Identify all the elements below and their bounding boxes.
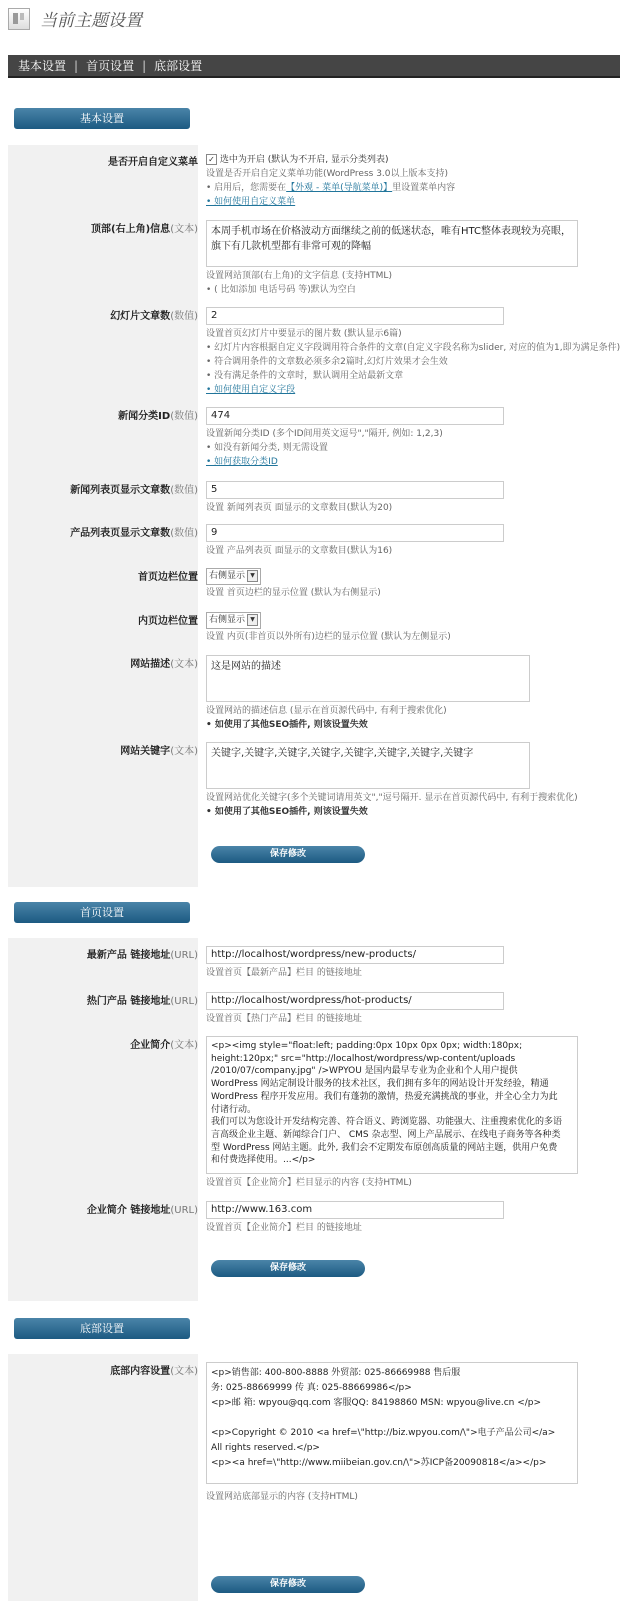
top-info-label [8,220,198,235]
save-footer-button[interactable]: 保存修改 [211,1576,365,1593]
site-keywords-hint: 设置网站优化关键字(多个关键词请用英文","逗号隔开. 显示在首页源代码中, 有利于搜索优化) [206,793,578,803]
home-sidebar-hint: 设置 首页边栏的显示位置 (默认为右侧显示) [206,588,381,598]
save-basic-button[interactable]: 保存修改 [211,846,365,863]
slides-hint-3: • 符合调用条件的文章数必须多余2篇时,幻灯片效果才会生效 [206,357,448,367]
footer-content-label [8,1362,198,1377]
intro-line: 型 WordPress 网站主题。此外, 我们会不定期发布原创高质量的网站主题，供用户免费 [211,1142,558,1153]
top-info-label-type: (文本) [170,224,198,235]
slides-label-type: (数值) [170,311,198,322]
intro-line: 我们可以为您设计开发结构完善、符合语义、跨浏览器、功能强大、注重搜索优化的多语 [211,1117,563,1128]
new-products-label-text: 最新产品 链接地址 [86,950,171,961]
hot-products-label-text: 热门产品 链接地址 [86,996,171,1007]
menu-checkbox-text: 选中为开启 (默认为不开启, 显示分类列表) [219,155,389,165]
hot-products-label [8,992,198,1007]
news-list-label [8,481,198,496]
top-info-hint-2: • ( 比如添加 电话号码 等)默认为空白 [206,285,356,295]
news-cat-label-type: (数值) [170,411,198,422]
settings-page-icon [8,8,30,30]
footer-line: <p>销售部: 400-800-8888 外贸部: 025-86669988 售后服 [211,1368,461,1378]
menu-checkbox[interactable]: ✓ [206,154,217,165]
news-cat-hint-2: • 如没有新闻分类, 则无需设置 [206,443,328,453]
page-title: 当前主题设置 [40,11,142,31]
footer-line: All rights reserved.</p> [211,1443,320,1453]
hot-products-url-input[interactable]: http://localhost/wordpress/hot-products/ [206,992,504,1010]
section-header-footer[interactable]: 底部设置 [14,1318,190,1339]
nav-separator: | [74,59,79,73]
intro-line: WordPress 程序开发应用。我们有蓬勃的激情，热爱充满挑战的事业，并全心全力为此 [211,1091,558,1102]
intro-link-url-input[interactable]: http://www.163.com [206,1201,504,1219]
site-desc-label-type: (文本) [170,659,198,670]
footer-line: <p>邮 箱: wpyou@qq.com 客服QQ: 84198860 MSN: wpyou@live.cn </p> [211,1398,542,1408]
home-sidebar-select[interactable] [206,568,261,585]
page-header [0,0,620,38]
news-cat-hint: 设置新闻分类ID (多个ID间用英文逗号","隔开, 例如: 1,2,3) [206,429,443,439]
intro-line: <p><img style="float:left; padding:0px 10px 0px 0px; width:180px; [211,1041,523,1051]
slides-hint-4: • 没有满足条件的文章时，默认调用全站最新文章 [206,371,404,381]
footer-line: 务: 025-88669999 传 真: 025-88669986</p> [211,1383,412,1393]
site-desc-label-text: 网站描述 [130,659,171,670]
new-products-label-type: (URL) [170,950,198,961]
intro-line: 和付费选择使用。...</p> [211,1155,316,1166]
intro-line: height:120px;" src="http://localhost/wordpress/wp-content/uploads [211,1053,516,1064]
slides-hint-2: • 幻灯片内容根据自定义字段调用符合条件的文章(自定义字段名称为slider, 对应的值为1,即为满足条件) [206,343,620,353]
footer-content-hint: 设置网站底部显示的内容 (支持HTML) [206,1492,358,1502]
product-list-input[interactable]: 9 [206,524,504,542]
slides-label [8,307,198,322]
inner-sidebar-value: 右侧显示 [209,615,246,625]
news-cat-label [8,407,198,422]
product-list-label [8,524,198,539]
site-desc-hint: 设置网站的描述信息 (显示在首页源代码中, 有利于搜索优化) [206,706,447,716]
intro-line: 言高级企业主题、新闻综合门户、 CMS 杂志型、网上产品展示、在线电子商务等各种类 [211,1129,561,1140]
top-info-hint: 设置网站顶部(右上角)的文字信息 (支持HTML) [206,271,392,281]
footer-line: <p>Copyright © 2010 <a href=\"http://biz.wpyou.com/\">电子产品公司</a> [211,1428,556,1438]
site-keywords-label-type: (文本) [170,746,198,757]
top-navigation [8,55,620,78]
inner-sidebar-hint: 设置 内页(非首页以外所有)边栏的显示位置 (默认为左侧显示) [206,632,451,642]
home-settings-panel [8,938,620,1301]
footer-line: <p><a href=\"http://www.miibeian.gov.cn/\">苏ICP备20090818</a></p> [211,1458,547,1468]
home-sidebar-label: 首页边栏位置 [138,572,198,583]
intro-link-label-type: (URL) [170,1205,198,1216]
site-desc-label [8,655,198,670]
new-products-label [8,946,198,961]
intro-link-label-text: 企业简介 链接地址 [86,1205,171,1216]
menu-hint-prefix: • 启用后，您需要在 [206,183,287,193]
chevron-down-icon: ▼ [247,614,258,626]
label-column [8,1354,198,1601]
site-keywords-textarea[interactable]: 关键字,关键字,关键字,关键字,关键字,关键字,关键字,关键字 [206,742,530,789]
news-cat-input[interactable]: 474 [206,407,504,425]
slides-hint: 设置首页幻灯片中要显示的图片数 (默认显示6篇) [206,329,402,339]
nav-separator: | [142,59,147,73]
chevron-down-icon: ▼ [247,570,258,582]
new-products-url-input[interactable]: http://localhost/wordpress/new-products/ [206,946,504,964]
intro-label-text: 企业简介 [130,1040,171,1051]
site-keywords-label [8,742,198,757]
site-keywords-hint-2: • 如使用了其他SEO插件, 则该设置失效 [206,807,368,817]
footer-line [211,1411,573,1426]
footer-settings-panel [8,1354,620,1601]
hot-products-label-type: (URL) [170,996,198,1007]
footer-content-label-type: (文本) [170,1366,198,1377]
inner-sidebar-select[interactable] [206,612,261,629]
news-cat-label-text: 新闻分类ID [118,411,171,422]
intro-textarea[interactable] [206,1036,578,1174]
menu-label: 是否开启自定义菜单 [108,157,198,168]
custom-menu-help-link[interactable]: • 如何使用自定义菜单 [206,197,296,207]
news-list-input[interactable]: 5 [206,481,504,499]
nav-tab-basic[interactable]: 基本设置 [18,59,67,73]
menu-hint: 设置是否开启自定义菜单功能(WordPress 3.0以上版本支持) [206,169,449,179]
intro-line: WordPress 网站定制设计服务的技术社区，我们拥有多年的网站设计开发经验，精通 [211,1079,549,1090]
top-info-textarea[interactable]: 本周手机市场在价格波动方面继续之前的低迷状态，唯有HTC整体表现较为亮眼，旗下有几款机型都有非常可观的降幅 [206,220,578,267]
product-list-label-text: 产品列表页显示文章数 [70,528,171,539]
hot-products-hint: 设置首页【热门产品】栏目 的链接地址 [206,1014,362,1024]
nav-tab-footer[interactable]: 底部设置 [154,59,203,73]
site-desc-hint-2: • 如使用了其他SEO插件, 则该设置失效 [206,720,368,730]
product-list-hint: 设置 产品列表页 面显示的文章数目(默认为16) [206,546,393,556]
custom-field-help-link[interactable]: • 如何使用自定义字段 [206,385,296,395]
product-list-label-type: (数值) [170,528,198,539]
save-home-button[interactable]: 保存修改 [211,1260,365,1277]
footer-content-label-text: 底部内容设置 [110,1366,171,1377]
new-products-hint: 设置首页【最新产品】栏目 的链接地址 [206,968,362,978]
intro-line: 付诸行动。 [211,1104,257,1115]
intro-label-type: (文本) [170,1040,198,1051]
basic-settings-panel [8,145,620,887]
inner-sidebar-label: 内页边栏位置 [138,616,198,627]
home-sidebar-value: 右侧显示 [209,571,246,581]
menu-hint-link-line [206,181,614,195]
intro-link-hint: 设置首页【企业简介】栏目 的链接地址 [206,1223,362,1233]
site-keywords-label-text: 网站关键字 [120,746,171,757]
section-header-basic[interactable]: 基本设置 [14,108,190,129]
slides-label-text: 幻灯片文章数 [110,311,171,322]
section-header-home[interactable]: 首页设置 [14,902,190,923]
intro-line: /2010/07/company.jpg" />WPYOU 是国内最早专业为企业和个人用户提供 [211,1066,518,1077]
intro-hint: 设置首页【企业简介】栏目显示的内容 (支持HTML) [206,1178,412,1188]
menu-hint-suffix: 里设置菜单内容 [392,183,456,193]
slides-input[interactable]: 2 [206,307,504,325]
site-desc-textarea[interactable]: 这是网站的描述 [206,655,530,702]
label-column [8,145,198,887]
news-list-label-text: 新闻列表页显示文章数 [70,485,171,496]
intro-link-label [8,1201,198,1216]
news-list-label-type: (数值) [170,485,198,496]
intro-label [8,1036,198,1051]
menus-page-link[interactable]: 【外观 - 菜单(导航菜单)】 [286,183,393,193]
news-list-hint: 设置 新闻列表页 面显示的文章数目(默认为20) [206,503,393,513]
footer-content-textarea[interactable] [206,1362,578,1484]
nav-tab-home[interactable]: 首页设置 [86,59,135,73]
category-id-help-link[interactable]: • 如何获取分类ID [206,457,278,467]
top-info-label-text: 顶部(右上角)信息 [91,224,171,235]
